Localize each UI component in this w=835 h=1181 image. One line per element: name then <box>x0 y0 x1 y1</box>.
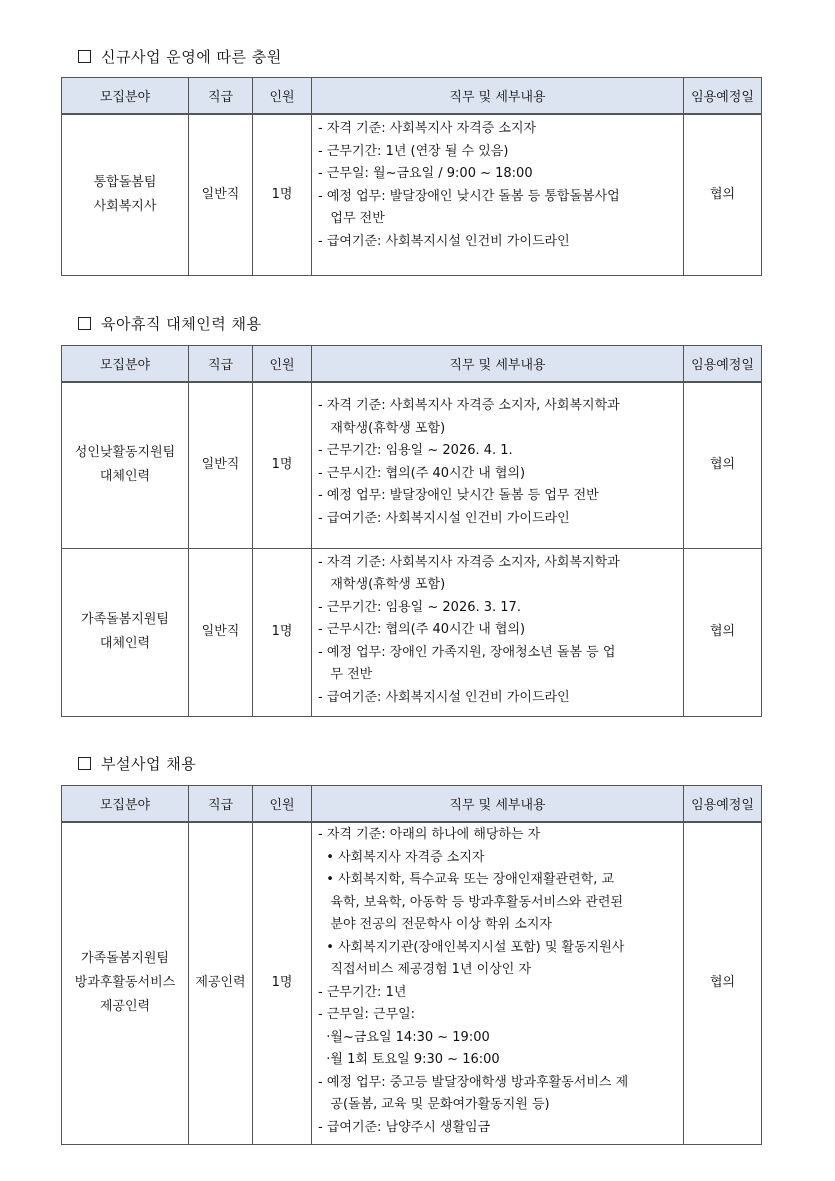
field-line: 대체인력 <box>99 469 151 485</box>
duty-line: - 급여기준: 사회복지시설 인건비 가이드라인 <box>318 689 570 705</box>
table-row <box>62 548 762 716</box>
rank-cell: 제공인력 <box>189 822 253 1144</box>
table-header-row <box>62 78 762 115</box>
rank-cell: 일반직 <box>189 382 253 548</box>
field-line: 방과후활동서비스 <box>74 975 176 991</box>
section-title: 신규사업 운영에 따른 충원 <box>78 46 282 67</box>
duties-cell <box>312 114 684 275</box>
header-duties: 직무 및 세부내용 <box>312 78 684 115</box>
field-line: 사회복지사 <box>93 198 157 214</box>
duty-line: - 근무기간: 임용일 ~ 2026. 4. 1. <box>318 443 513 458</box>
header-rank: 직급 <box>189 786 253 823</box>
duty-line: - 근무기간: 1년 <box>318 984 407 1000</box>
field-line: 성인낮활동지원팀 <box>74 445 176 461</box>
header-rank: 직급 <box>189 346 253 383</box>
header-rank: 직급 <box>189 78 253 115</box>
rank-cell: 일반직 <box>189 548 253 716</box>
header-count: 인원 <box>253 78 312 115</box>
header-duties: 직무 및 세부내용 <box>312 786 684 823</box>
header-date: 임용예정일 <box>684 78 762 115</box>
field-line: 대체인력 <box>99 636 151 651</box>
duty-line: - 근무시간: 협의(주 40시간 내 협의) <box>318 622 526 637</box>
table-row <box>62 822 762 1144</box>
duty-line: - 급여기준: 사회복지시설 인건비 가이드라인 <box>318 233 570 249</box>
date-cell: 협의 <box>684 548 762 716</box>
duty-line: 분야 전공의 전문학사 이상 학위 소지자 <box>318 917 552 932</box>
field-line: 제공인력 <box>99 999 151 1015</box>
field-cell <box>62 822 189 1144</box>
count-cell: 1명 <box>253 382 312 548</box>
duty-line: 공(돌봄, 교육 및 문화여가활동지원 등) <box>318 1097 550 1112</box>
recruit-table <box>61 785 762 1145</box>
table-row <box>62 382 762 548</box>
duty-line: - 급여기준: 남양주시 생활임금 <box>318 1119 491 1135</box>
duty-line: ·월 1회 토요일 9:30 ~ 16:00 <box>318 1052 500 1067</box>
duty-line: 재학생(휴학생 포함) <box>318 420 446 436</box>
rank-cell: 일반직 <box>189 114 253 275</box>
field-cell <box>62 548 189 716</box>
section-title: 부설사업 채용 <box>78 753 196 774</box>
header-duties: 직무 및 세부내용 <box>312 346 684 383</box>
duty-line: 업무 전반 <box>318 211 385 226</box>
field-line: 가족돌봄지원팀 <box>81 951 169 967</box>
recruit-table <box>61 77 762 276</box>
header-count: 인원 <box>253 346 312 383</box>
table-header-row <box>62 346 762 383</box>
duties-cell <box>312 548 684 716</box>
duty-line: 직접서비스 제공경험 1년 이상인 자 <box>318 962 532 977</box>
header-field: 모집분야 <box>62 78 189 115</box>
duty-line: - 예정 업무: 발달장애인 낮시간 돌봄 등 통합돌봄사업 <box>318 188 620 204</box>
duty-line: ·월~금요일 14:30 ~ 19:00 <box>318 1029 490 1045</box>
duty-line: - 예정 업무: 발달장애인 낮시간 돌봄 등 업무 전반 <box>318 488 599 503</box>
header-count: 인원 <box>253 786 312 823</box>
count-cell: 1명 <box>253 822 312 1144</box>
duty-line: 육학, 보육학, 아동학 등 방과후활동서비스와 관련된 <box>318 894 624 910</box>
table-row <box>62 114 762 275</box>
checkbox-square-icon <box>78 317 91 330</box>
duty-line: - 근무기간: 1년 (연장 될 수 있음) <box>318 143 509 159</box>
field-line: 가족돌봄지원팀 <box>81 612 169 627</box>
duty-line: - 급여기준: 사회복지시설 인건비 가이드라인 <box>318 510 570 526</box>
duty-line: 재학생(휴학생 포함) <box>318 577 446 592</box>
duty-line: - 자격 기준: 사회복지사 자격증 소지자, 사회복지학과 <box>318 398 620 413</box>
header-field: 모집분야 <box>62 346 189 383</box>
duty-line: - 근무시간: 협의(주 40시간 내 협의) <box>318 465 526 481</box>
header-date: 임용예정일 <box>684 786 762 823</box>
field-line: 통합돌봄팀 <box>93 174 157 190</box>
duties-cell <box>312 822 684 1144</box>
duty-line: - 자격 기준: 아래의 하나에 해당하는 자 <box>318 827 541 842</box>
count-cell: 1명 <box>253 114 312 275</box>
duty-line: - 근무일: 월~금요일 / 9:00 ~ 18:00 <box>318 166 533 181</box>
duty-line: - 자격 기준: 사회복지사 자격증 소지자, 사회복지학과 <box>318 554 620 570</box>
date-cell: 협의 <box>684 822 762 1144</box>
duty-line: 무 전반 <box>318 667 373 682</box>
duty-line: • 사회복지기관(장애인복지시설 포함) 및 활동지원사 <box>318 939 625 955</box>
table-header-row <box>62 786 762 823</box>
date-cell: 협의 <box>684 114 762 275</box>
checkbox-square-icon <box>78 50 91 63</box>
header-field: 모집분야 <box>62 786 189 823</box>
field-cell <box>62 382 189 548</box>
duty-line: - 자격 기준: 사회복지사 자격증 소지자 <box>318 121 537 136</box>
recruit-table <box>61 345 762 717</box>
header-date: 임용예정일 <box>684 346 762 383</box>
duty-line: - 예정 업무: 장애인 가족지원, 장애청소년 돌봄 등 업 <box>318 644 616 660</box>
date-cell: 협의 <box>684 382 762 548</box>
duty-line: - 근무일: 근무일: <box>318 1007 416 1022</box>
duty-line: • 사회복지사 자격증 소지자 <box>318 849 485 865</box>
duty-line: • 사회복지학, 특수교육 또는 장애인재활관련학, 교 <box>318 872 615 887</box>
duties-cell <box>312 382 684 548</box>
count-cell: 1명 <box>253 548 312 716</box>
field-cell <box>62 114 189 275</box>
duty-line: - 예정 업무: 중고등 발달장애학생 방과후활동서비스 제 <box>318 1074 629 1090</box>
section-title: 육아휴직 대체인력 채용 <box>78 313 261 334</box>
duty-line: - 근무기간: 임용일 ~ 2026. 3. 17. <box>318 599 521 615</box>
checkbox-square-icon <box>78 757 91 770</box>
